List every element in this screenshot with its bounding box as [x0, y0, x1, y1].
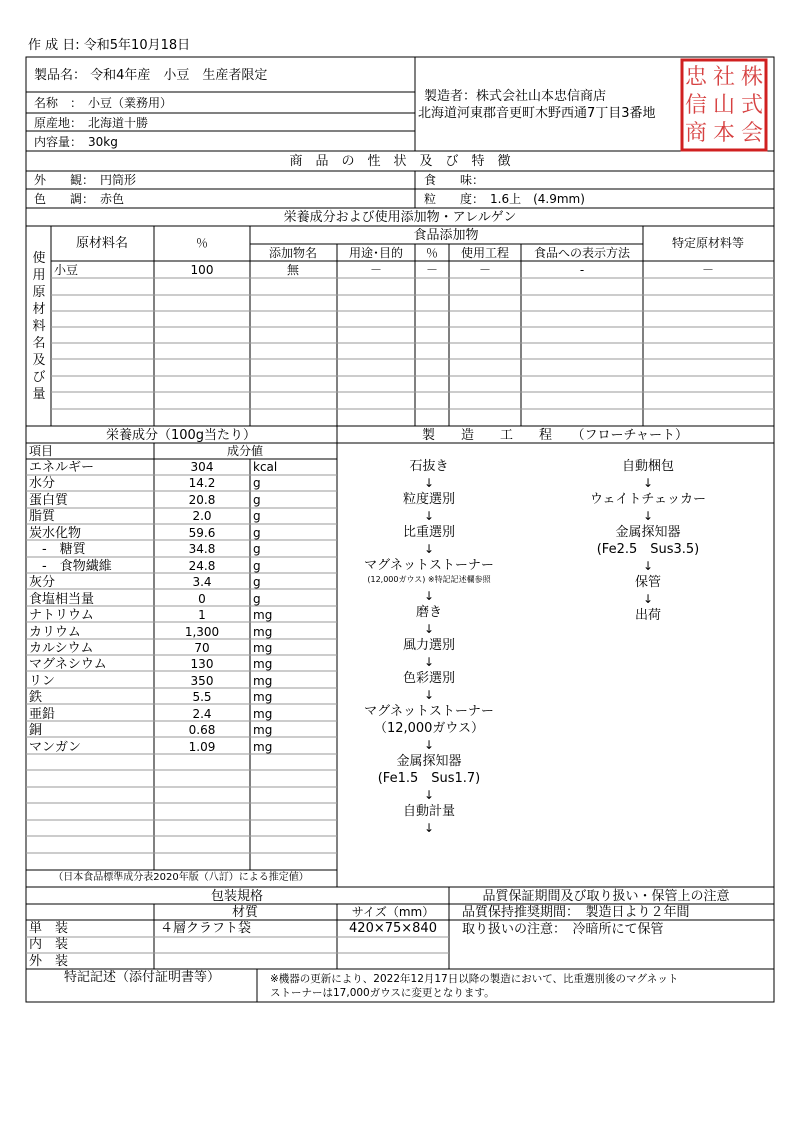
nutrition-value: 14.2 [188, 476, 216, 491]
nutrition-item: 脂質 [29, 509, 56, 525]
flow-arrow: ↓ [642, 592, 654, 606]
flow-step: ウェイトチェッカー [589, 492, 707, 507]
nutrition-item: 炭水化物 [29, 525, 82, 541]
side-label-char: 及 [32, 353, 46, 368]
nutrition-item: 亜鉛 [29, 706, 56, 722]
flow-arrow: ↓ [423, 509, 435, 523]
nutrition-unit: g [253, 476, 261, 491]
svg-text:式: 式 [740, 93, 764, 118]
created-date: 作 成 日: 令和5年10月18日 [28, 38, 191, 53]
flow-step: (Fe2.5 Sus3.5) [596, 542, 700, 557]
nutrition-value: 1 [198, 608, 206, 623]
nutrition-unit: mg [253, 706, 273, 721]
nutrition-col-value: 成分値 [226, 444, 264, 458]
svg-text:社: 社 [712, 65, 736, 90]
flow-step: マグネットストーナー [364, 558, 494, 573]
additives-title: 食品添加物 [413, 228, 479, 243]
ingredient-allergen: － [701, 263, 715, 277]
nutrition-unit: kcal [253, 460, 278, 474]
flow-step: (12,000ガウス) ※特記記述欄参照 [367, 575, 491, 584]
nutrition-value: 20.8 [188, 492, 216, 507]
flow-arrow: ↓ [423, 738, 435, 752]
col-allergen: 特定原材料等 [671, 236, 745, 250]
nutrition-value: 130 [190, 657, 214, 672]
ingredient-process: － [478, 263, 492, 277]
product-origin: 原産地： 北海道十勝 [34, 116, 149, 130]
nutrition-footnote: （日本食品標準成分表2020年版（八訂）による推定値） [53, 872, 309, 883]
flow-step: マグネットストーナー [364, 704, 494, 719]
manufacturer-address: 北海道河東郡音更町木野西通7丁目3番地 [418, 106, 656, 121]
side-label-char: 使 [32, 251, 46, 266]
nutrition-item: カルシウム [29, 640, 94, 656]
nutrition-item: 食塩相当量 [29, 591, 95, 607]
nutrition-value: 0 [198, 591, 206, 606]
nutrition-value: 3.4 [192, 575, 212, 590]
side-label-char: 材 [32, 302, 46, 317]
flow-arrow: ↓ [642, 476, 654, 490]
flow-step: 色彩選別 [402, 671, 456, 686]
col-additive-name: 添加物名 [268, 246, 318, 260]
svg-text:会: 会 [740, 121, 764, 146]
nutrition-item: マンガン [29, 739, 82, 755]
nutrition-unit: g [253, 575, 261, 590]
nutrition-unit: mg [253, 673, 273, 688]
nutrition-unit: mg [253, 608, 273, 623]
svg-text:株: 株 [740, 65, 764, 90]
nutrition-unit: mg [253, 690, 273, 705]
nutrition-item: カリウム [29, 624, 81, 640]
packaging-title: 包装規格 [210, 889, 264, 904]
ingredient-use: － [369, 263, 383, 277]
nutrition-unit: mg [253, 624, 273, 639]
ingredients-title: 栄養成分および使用添加物・アレルゲン [283, 210, 517, 225]
nutrition-title: 栄養成分（100g当たり） [105, 428, 257, 443]
side-label-char: 原 [32, 285, 46, 300]
packaging-row-label: 単 装 [29, 921, 69, 936]
col-display: 食品への表示方法 [533, 246, 631, 260]
property-taste: 食 味： [424, 173, 485, 187]
manufacturer: 製造者：株式会社山本忠信商店 [424, 89, 607, 104]
svg-text:商: 商 [684, 121, 708, 146]
nutrition-item: - 糖質 [29, 542, 86, 558]
nutrition-item: 銅 [29, 723, 43, 739]
nutrition-unit: g [253, 558, 261, 573]
property-appearance: 外 観： 円筒形 [34, 173, 137, 187]
product-name: 製品名： 令和4年産 小豆 生産者限定 [34, 68, 268, 83]
nutrition-item: ナトリウム [29, 608, 94, 624]
packaging-col-size: サイズ（mm） [351, 905, 435, 919]
flow-arrow: ↓ [423, 688, 435, 702]
col-process: 使用工程 [460, 246, 510, 260]
product-label-name: 名称 ： 小豆（業務用） [34, 96, 173, 110]
nutrition-item: 水分 [29, 476, 56, 492]
packaging-material: ４層クラフト袋 [160, 921, 252, 936]
nutrition-item: 蛋白質 [29, 492, 69, 508]
side-label-char: 名 [32, 336, 46, 351]
col-material: 原材料名 [75, 236, 129, 251]
flow-step: 自動計量 [402, 804, 456, 819]
flow-arrow: ↓ [642, 509, 654, 523]
nutrition-unit: g [253, 525, 261, 540]
flow-arrow: ↓ [423, 788, 435, 802]
quality-period: 品質保持推奨期間： 製造日より２年間 [462, 905, 690, 920]
nutrition-unit: mg [253, 640, 273, 655]
side-label-char: 量 [32, 387, 46, 402]
packaging-row-label: 内 装 [29, 937, 69, 953]
flow-arrow: ↓ [642, 559, 654, 573]
ingredient-material: 小豆 [54, 263, 79, 277]
product-capacity: 内容量： 30kg [34, 135, 118, 149]
process-title: 製 造 工 程 （フローチャート） [421, 428, 689, 443]
ingredient-display: - [579, 263, 585, 277]
nutrition-unit: g [253, 509, 261, 524]
nutrition-value: 24.8 [188, 558, 216, 573]
nutrition-item: 灰分 [29, 575, 56, 591]
packaging-size: 420×75×840 [349, 921, 437, 936]
ingredients-side-label [29, 250, 49, 403]
flow-arrow: ↓ [423, 542, 435, 556]
nutrition-value: 304 [190, 460, 214, 474]
nutrition-unit: mg [253, 723, 273, 738]
packaging-col-material: 材質 [231, 905, 259, 920]
nutrition-unit: g [253, 492, 261, 507]
flow-arrow: ↓ [423, 622, 435, 636]
flow-arrow: ↓ [423, 821, 435, 835]
col-pct2: ％ [425, 246, 439, 260]
flow-step: 風力選別 [402, 638, 456, 653]
nutrition-value: 59.6 [188, 525, 216, 540]
flow-arrow: ↓ [423, 655, 435, 669]
svg-text:信: 信 [684, 93, 708, 118]
flow-arrow: ↓ [423, 476, 435, 490]
nutrition-item: マグネシウム [29, 657, 107, 673]
flow-arrow: ↓ [423, 589, 435, 603]
nutrition-value: 350 [190, 673, 214, 688]
flow-step: 石抜き [409, 459, 449, 474]
nutrition-unit: mg [253, 739, 273, 754]
property-grain: 粒 度： 1.6上 (4.9mm) [424, 192, 585, 206]
nutrition-value: 2.0 [192, 509, 212, 524]
flow-step: 自動梱包 [621, 459, 675, 474]
side-label-char: び [32, 370, 46, 385]
nutrition-item: エネルギー [29, 460, 95, 475]
nutrition-item: 鉄 [29, 690, 43, 706]
nutrition-value: 5.5 [192, 690, 212, 705]
nutrition-unit: g [253, 542, 261, 557]
nutrition-item: - 食物繊維 [29, 558, 112, 574]
nutrition-unit: mg [253, 657, 273, 672]
nutrition-value: 2.4 [192, 706, 212, 721]
packaging-row-label: 外 装 [29, 953, 69, 969]
flow-step: 粒度選別 [402, 492, 456, 507]
remarks-label: 特記記述（添付証明書等） [63, 970, 221, 985]
flow-step: 保管 [634, 575, 662, 590]
nutrition-value: 1,300 [184, 624, 220, 639]
col-use: 用途･目的 [348, 246, 404, 260]
side-label-char: 用 [32, 268, 46, 283]
remarks-line2: ストーナーは17,000ガウスに変更となります。 [270, 987, 495, 999]
flow-step: 磨き [415, 605, 443, 620]
flow-step: （12,000ガウス） [373, 721, 485, 736]
nutrition-col-item: 項目 [29, 444, 54, 458]
remarks-line1: ※機器の更新により、2022年12月17日以降の製造において、比重選別後のマグネット [270, 973, 679, 985]
nutrition-value: 1.09 [188, 739, 216, 754]
ingredient-pct2: － [425, 263, 439, 277]
nutrition-item: リン [29, 673, 56, 689]
flow-step: 金属探知器 [396, 754, 462, 769]
nutrition-unit: g [253, 591, 261, 606]
svg-text:忠: 忠 [684, 65, 708, 90]
svg-text:山: 山 [712, 93, 736, 118]
flow-step: (Fe1.5 Sus1.7) [377, 771, 481, 786]
nutrition-value: 34.8 [188, 542, 216, 557]
quality-title: 品質保証期間及び取り扱い・保管上の注意 [482, 889, 730, 904]
nutrition-value: 0.68 [188, 723, 216, 738]
quality-handling: 取り扱いの注意： 冷暗所にて保管 [462, 922, 664, 937]
company-seal [680, 58, 768, 152]
side-label-char: 料 [32, 319, 46, 334]
ingredient-additive: 無 [286, 263, 300, 277]
ingredient-percent: 100 [190, 263, 214, 277]
svg-text:本: 本 [712, 121, 736, 146]
flow-step: 出荷 [634, 608, 662, 623]
col-percent: ％ [195, 236, 209, 250]
nutrition-value: 70 [194, 640, 210, 655]
property-color: 色 調： 赤色 [34, 192, 125, 206]
flow-step: 比重選別 [402, 525, 456, 540]
flow-step: 金属探知器 [615, 525, 681, 540]
properties-title: 商 品 の 性 状 及 び 特 徴 [289, 154, 511, 169]
